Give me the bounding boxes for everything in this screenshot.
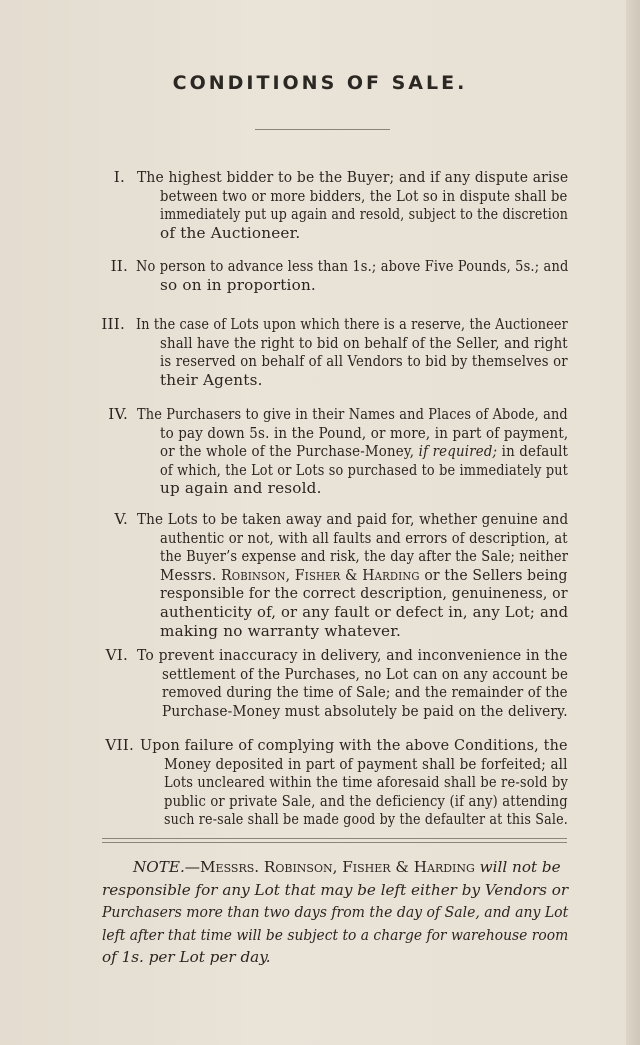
condition-line: of which, the Lot or Lots so purchased to be immediately put xyxy=(160,460,569,479)
condition-line: authentic or not, with all faults and errors of description, at xyxy=(160,528,568,547)
condition-line: Purchase-Money must absolutely be paid on the delivery. xyxy=(162,701,568,720)
note-line: responsible for any Lot that may be left either by Vendors or xyxy=(102,880,569,899)
if-required-emphasis: if required; xyxy=(418,442,498,461)
note-firm: Messrs. Robinson, Fisher & Harding xyxy=(199,858,475,876)
note-dash: — xyxy=(184,858,200,876)
condition-line: responsible for the correct description, genuineness, or xyxy=(160,584,568,603)
condition-number: VII. xyxy=(105,736,134,754)
condition-number: IV. xyxy=(108,405,128,423)
note-text: will not be xyxy=(479,858,561,876)
condition-line: the Buyer’s expense and risk, the day after the Sale; neither xyxy=(160,547,569,566)
condition-line: To prevent inaccuracy in delivery, and inconvenience in the xyxy=(137,646,568,664)
condition-line: In the case of Lots upon which there is a reserve, the Auctioneer xyxy=(136,315,568,333)
condition-line: making no warranty whatever. xyxy=(160,621,402,640)
condition-line: Lots uncleared within the time aforesaid shall be re-sold by xyxy=(164,773,569,792)
condition-number: VI. xyxy=(105,646,128,664)
page-title: CONDITIONS OF SALE. xyxy=(172,72,468,94)
condition-line: The Lots to be taken away and paid for, whether genuine and xyxy=(137,510,569,528)
condition-line xyxy=(160,442,568,461)
condition-line xyxy=(160,566,568,585)
firm-name: Harding xyxy=(362,565,420,584)
condition-line: No person to advance less than 1s.; above Five Pounds, 5s.; and xyxy=(136,257,569,275)
condition-line: shall have the right to bid on behalf of the Seller, and right xyxy=(160,333,568,352)
condition-line: public or private Sale, and the deficiency (if any) attending xyxy=(164,791,568,810)
condition-number: V. xyxy=(114,510,128,528)
condition-line: their Agents. xyxy=(160,370,263,389)
condition-line: removed during the time of Sale; and the remainder of the xyxy=(162,683,568,702)
note-line: of 1s. per Lot per day. xyxy=(102,948,271,966)
note-line xyxy=(133,856,561,879)
note-line: left after that time will be subject to a charge for warehouse room xyxy=(102,925,569,944)
condition-line: is reserved on behalf of all Vendors to bid by themselves or xyxy=(160,352,568,371)
section-divider xyxy=(102,838,567,843)
title-rule xyxy=(255,129,390,130)
condition-number: III. xyxy=(101,315,125,333)
condition-line: between two or more bidders, the Lot so in dispute shall be xyxy=(160,186,568,205)
condition-line: immediately put up again and resold, subject to the discretion xyxy=(160,205,568,224)
note-lead: NOTE. xyxy=(133,858,185,876)
condition-line-text: or the Sellers being xyxy=(424,565,568,584)
condition-line-text: or the whole of the Purchase-Money, xyxy=(160,442,415,461)
condition-line: The Purchasers to give in their Names and Places of Abode, and xyxy=(137,405,568,423)
condition-line: settlement of the Purchases, no Lot can on any account be xyxy=(162,664,569,683)
condition-line: authenticity of, or any fault or defect in, any Lot; and xyxy=(160,603,569,621)
condition-line: such re-sale shall be made good by the defaulter at this Sale. xyxy=(164,810,568,829)
firm-name: Robinson, Fisher xyxy=(221,565,341,584)
condition-line: to pay down 5s. in the Pound, or more, in part of payment, xyxy=(160,423,569,442)
condition-number: I. xyxy=(113,168,125,186)
condition-line-text: Messrs. xyxy=(160,565,217,584)
condition-line: The highest bidder to be the Buyer; and if any dispute arise xyxy=(137,168,569,186)
page-edge xyxy=(626,0,640,1045)
condition-line: of the Auctioneer. xyxy=(160,223,301,242)
condition-line: so on in proportion. xyxy=(160,275,316,294)
note-line: Purchasers more than two days from the day of Sale, and any Lot xyxy=(102,903,569,921)
condition-line: Money deposited in part of payment shall be forfeited; all xyxy=(164,754,568,773)
condition-number: II. xyxy=(110,257,128,275)
condition-line: up again and resold. xyxy=(160,479,322,498)
condition-line-text: in default xyxy=(501,442,569,461)
condition-line: Upon failure of complying with the above Conditions, the xyxy=(140,736,568,754)
ampersand: & xyxy=(345,565,358,584)
